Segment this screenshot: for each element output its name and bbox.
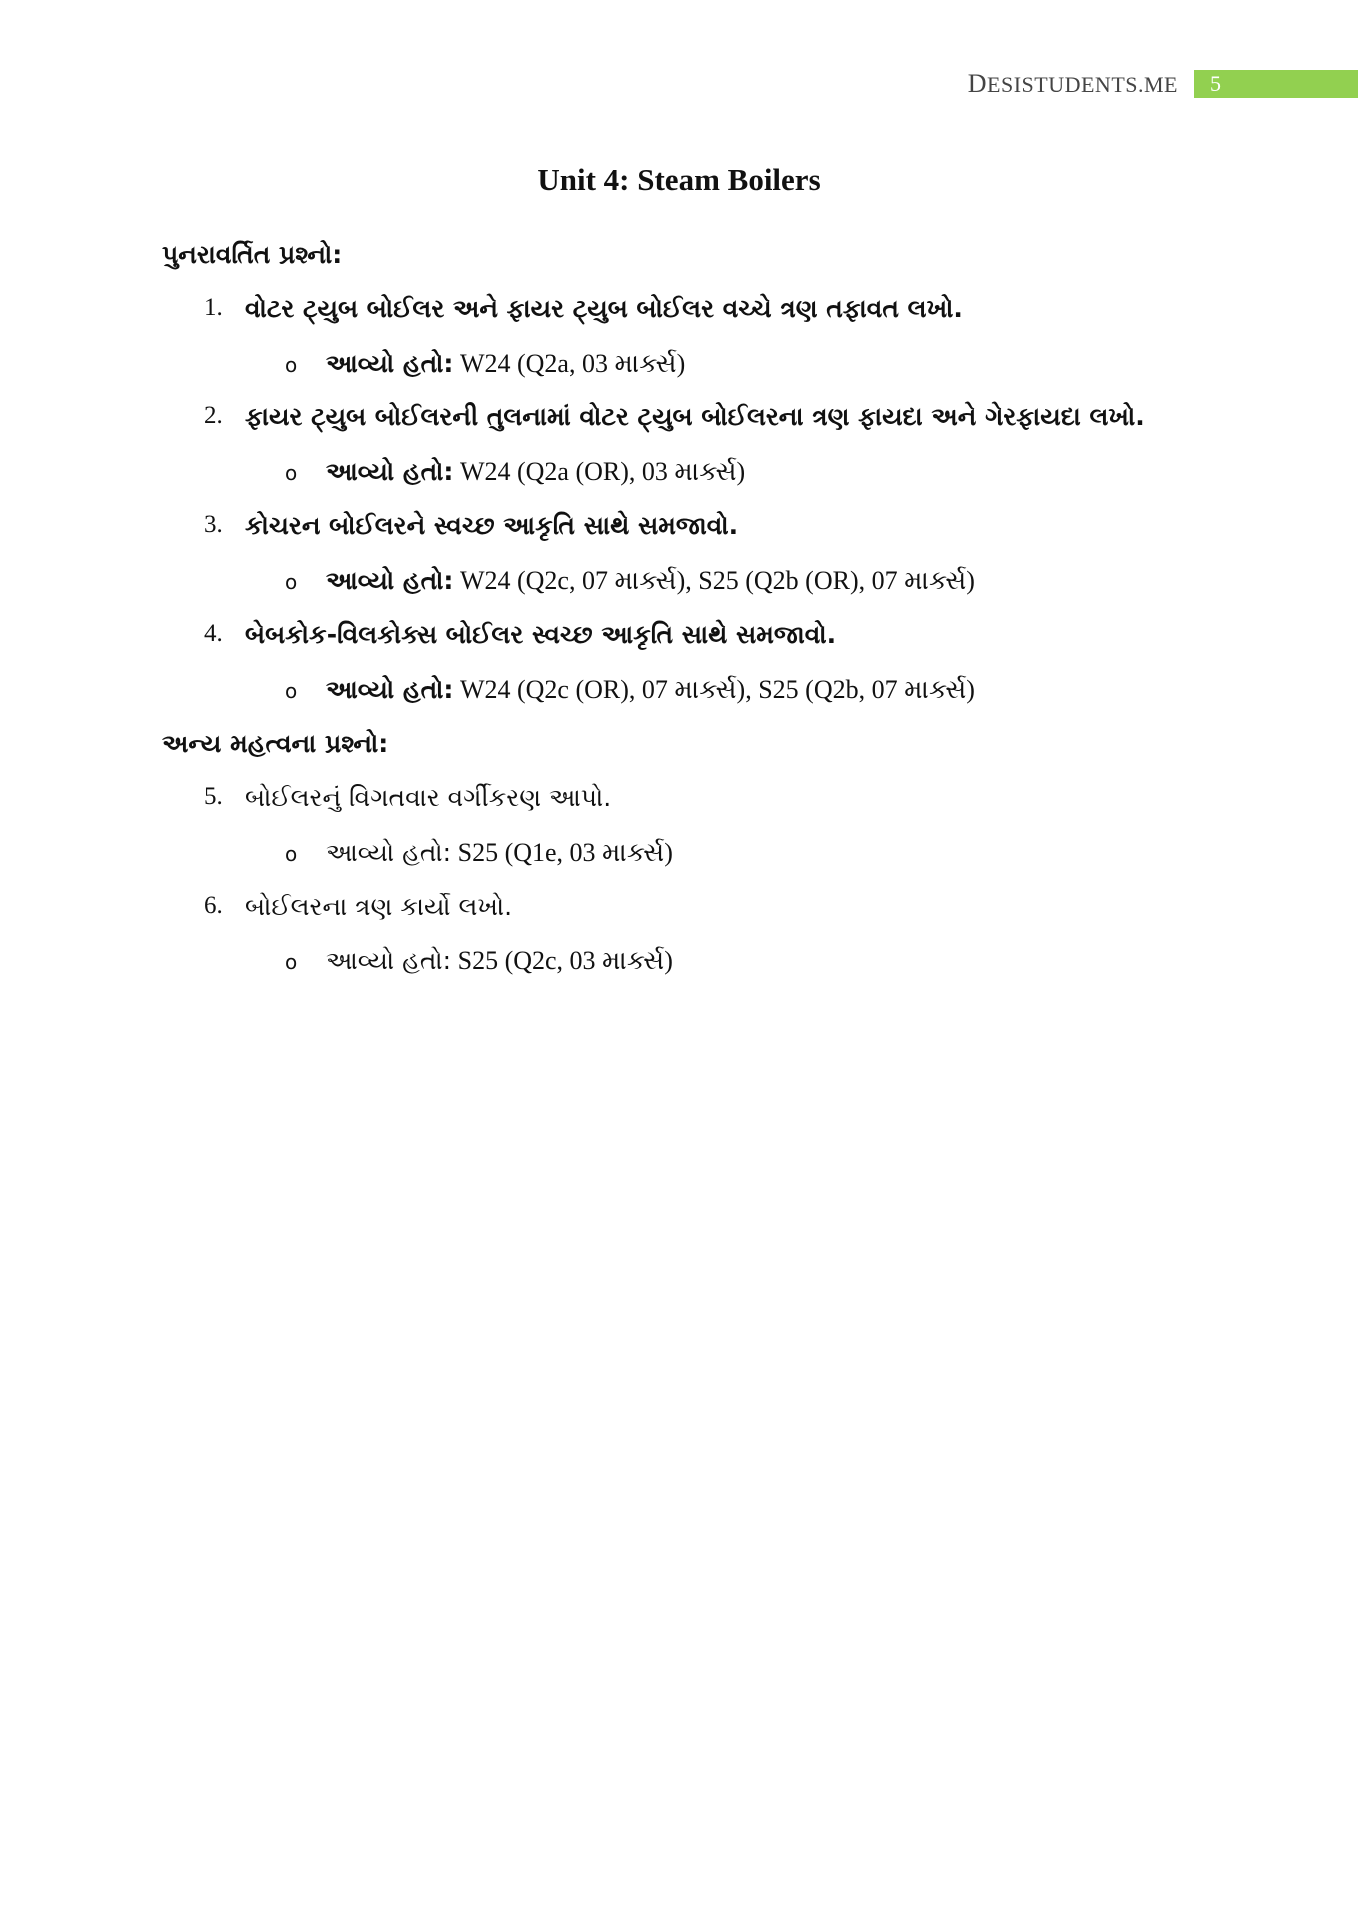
asked-label: આવ્યો હતો: [326, 566, 454, 595]
asked-value: S25 (Q1e, 03 માર્ક્સ) [451, 838, 673, 867]
question-number: 5. [204, 783, 223, 810]
asked-label: આવ્યો હતો: [326, 946, 452, 975]
bullet-icon: o [285, 353, 298, 377]
question-number: 3. [204, 511, 223, 538]
bullet-icon: o [285, 842, 298, 866]
question-text: બોઈલરના ત્રણ કાર્યો લખો. [245, 892, 513, 921]
bullet-icon: o [285, 570, 298, 594]
section-heading-other: અન્ય મહત્વના પ્રશ્નો: [162, 729, 389, 758]
asked-value: W24 (Q2c, 07 માર્ક્સ), S25 (Q2b (OR), 07 માર્ક્સ) [453, 566, 975, 595]
asked-label: આવ્યો હતો: [326, 457, 454, 486]
asked-label: આવ્યો હતો: [326, 349, 454, 378]
section-heading-repeated: પુનરાવર્તિત પ્રશ્નો: [162, 240, 343, 269]
asked-value: W24 (Q2a, 03 માર્ક્સ) [453, 349, 686, 378]
question-text: ફાયર ટ્યુબ બોઈલરની તુલનામાં વોટર ટ્યુબ બોઈલરના ત્રણ ફાયદા અને ગેરફાયદા લખો. [245, 402, 1145, 431]
page-number: 5 [1194, 70, 1358, 98]
question-number: 1. [204, 294, 223, 321]
site-name: DESISTUDENTS.ME [967, 69, 1178, 98]
asked-value: W24 (Q2a (OR), 03 માર્ક્સ) [453, 457, 746, 486]
asked-value: W24 (Q2c (OR), 07 માર્ક્સ), S25 (Q2b, 07 માર્ક્સ) [453, 675, 975, 704]
asked-value: S25 (Q2c, 03 માર્ક્સ) [451, 946, 673, 975]
question-text: વોટર ટ્યુબ બોઈલર અને ફાયર ટ્યુબ બોઈલર વચ્ચે ત્રણ તફાવત લખો. [245, 294, 963, 323]
page-header [968, 70, 1358, 98]
question-text: બોઈલરનું વિગતવાર વર્ગીકરણ આપો. [245, 783, 612, 812]
page-title: Unit 4: Steam Boilers [537, 162, 821, 197]
question-number: 4. [204, 620, 223, 647]
bullet-icon: o [285, 461, 298, 485]
bullet-icon: o [285, 679, 298, 703]
question-text: કોચરન બોઈલરને સ્વચ્છ આકૃતિ સાથે સમજાવો. [245, 511, 739, 540]
bullet-icon: o [285, 950, 298, 974]
question-text: બેબકોક-વિલકોક્સ બોઈલર સ્વચ્છ આકૃતિ સાથે સમજાવો. [245, 620, 837, 649]
question-number: 2. [204, 402, 223, 429]
question-number: 6. [204, 892, 223, 919]
asked-label: આવ્યો હતો: [326, 675, 454, 704]
asked-label: આવ્યો હતો: [326, 838, 452, 867]
